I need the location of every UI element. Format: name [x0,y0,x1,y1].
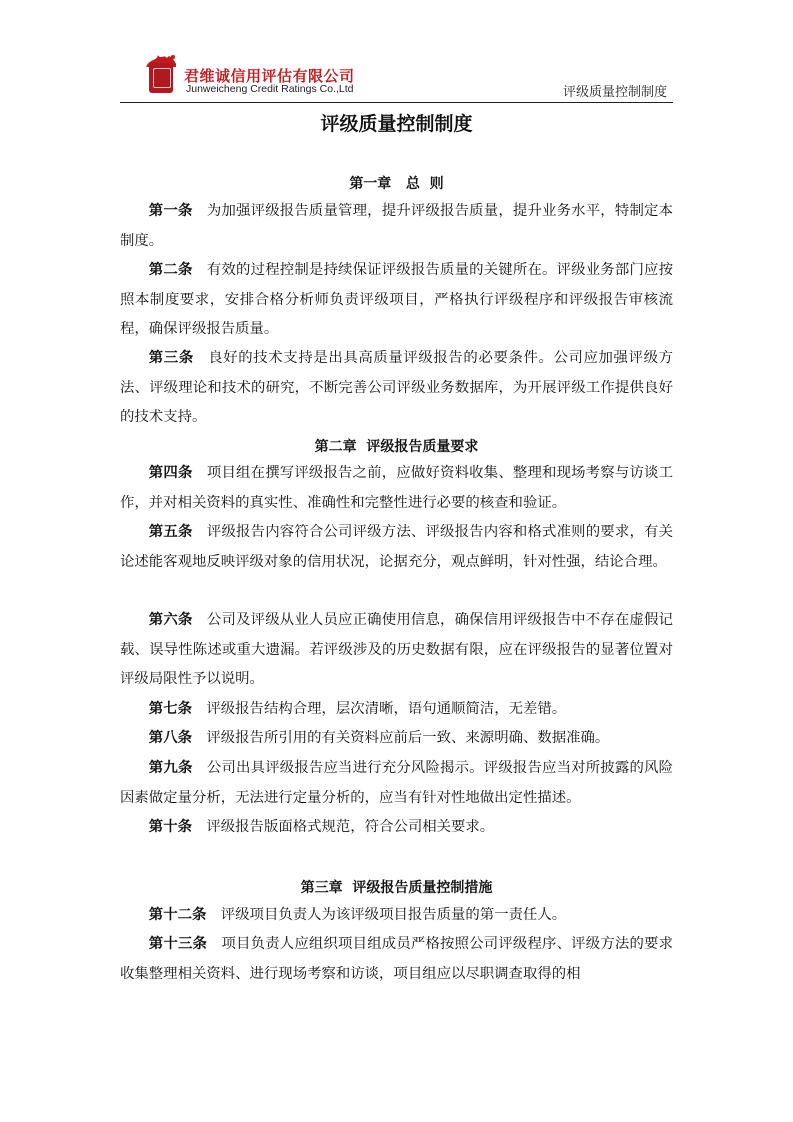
article-text: 为加强评级报告质量管理，提升评级报告质量，提升业务水平，特制定本制度。 [120,203,673,249]
article-paragraph [120,724,673,754]
article-text: 评级报告内容符合公司评级方法、评级报告内容和格式准则的要求，有关论述能客观地反映评级对象的信用状况，论据充分，观点鲜明，针对性强，结论合理。 [120,524,673,570]
article-text: 良好的技术支持是出具高质量评级报告的必要条件。公司应加强评级方法、评级理论和技术的研究，不断完善公司评级业务数据库，为开展评级工作提供良好的技术支持。 [120,350,673,425]
article-text: 公司出具评级报告应当进行充分风险揭示。评级报告应当对所披露的风险因素做定量分析，无法进行定量分析的，应当有针对性地做出定性描述。 [120,760,673,806]
article-number: 第十二条 [148,907,207,923]
article-paragraph [120,813,673,843]
chapter-heading: 第三章 评级报告质量控制措施 [300,880,493,896]
article-text: 评级报告结构合理，层次清晰，语句通顺简洁，无差错。 [206,701,567,717]
article-number: 第十三条 [148,936,208,952]
article-paragraph [120,518,673,577]
article-number: 第八条 [148,730,192,746]
article-number: 第二条 [148,262,193,278]
article-paragraph [120,901,673,931]
article-paragraph [120,197,673,256]
header-document-label: 评级质量控制制度 [562,85,667,100]
article-paragraph [120,754,673,813]
article-number: 第五条 [148,524,193,540]
article-paragraph [120,695,673,725]
article-text: 评级报告版面格式规范，符合公司相关要求。 [206,819,495,835]
article-number: 第十条 [148,819,192,835]
article-number: 第三条 [148,350,194,366]
article-paragraph [120,256,673,345]
article-paragraph [120,459,673,518]
article-text: 评级报告所引用的有关资料应前后一致、来源明确、数据准确。 [206,730,610,746]
document-title: 评级质量控制制度 [320,113,473,135]
logo-seal [149,63,173,93]
article-text: 项目负责人应组织项目组成员严格按照公司评级程序、评级方法的要求收集整理相关资料、进行现场考察和访谈，项目组应以尽职调查取得的相 [120,936,673,982]
article-number: 第一条 [148,203,193,219]
company-name-cn: 君维诚信用评估有限公司 [184,67,355,85]
article-text: 公司及评级从业人员应正确使用信息，确保信用评级报告中不存在虚假记载、误导性陈述或重大遗漏。若评级涉及的历史数据有限，应在评级报告的显著位置对评级局限性予以说明。 [120,612,673,687]
article-paragraph [120,606,673,695]
chapter-heading: 第一章 总 则 [349,176,444,192]
page-header [120,52,673,103]
chapter-heading: 第二章 评级报告质量要求 [314,439,479,455]
article-number: 第九条 [148,760,193,776]
article-number: 第七条 [148,701,192,717]
article-text: 评级项目负责人为该评级项目报告质量的第一责任人。 [220,907,567,923]
article-paragraph [120,344,673,433]
article-number: 第六条 [148,612,193,628]
article-paragraph [120,930,673,989]
article-text: 有效的过程控制是持续保证评级报告质量的关键所在。评级业务部门应按照本制度要求，安排合格分析师负责评级项目，严格执行评级程序和评级报告审核流程，确保评级报告质量。 [120,262,673,337]
article-number: 第四条 [148,465,193,481]
company-logo [142,52,180,96]
article-text: 项目组在撰写评级报告之前，应做好资料收集、整理和现场考察与访谈工作，并对相关资料的真实性、准确性和完整性进行必要的核查和验证。 [120,465,673,511]
company-name-en: Junweicheng Credit Ratings Co.,Ltd [186,83,354,95]
